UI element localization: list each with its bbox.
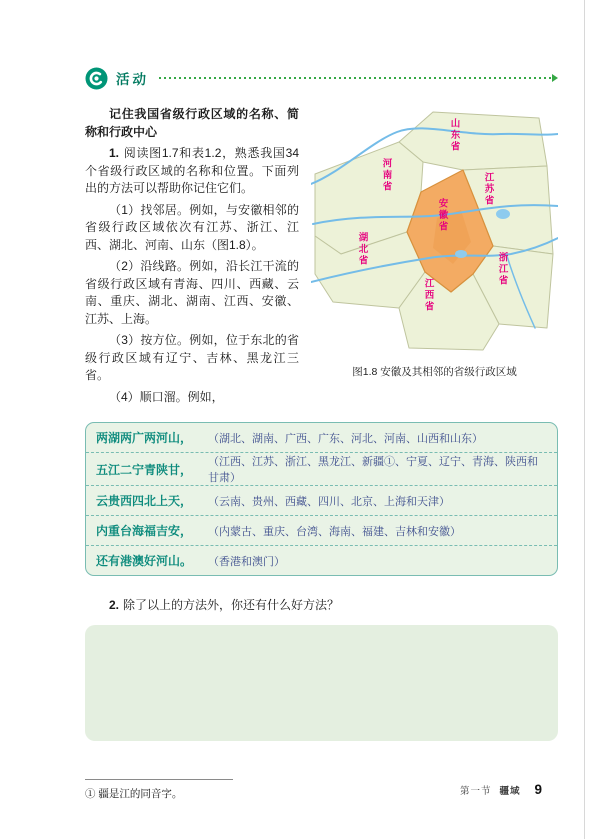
table-row xyxy=(86,545,557,575)
activity-icon xyxy=(85,67,108,90)
activity-header xyxy=(85,66,558,90)
paragraph-question2 xyxy=(85,596,558,613)
provinces-cell: （云南、贵州、西藏、四川、北京、上海和天津） xyxy=(208,495,450,508)
map-label-jiangsu: 江苏省 xyxy=(482,172,494,207)
map-label-anhui: 安徽省 xyxy=(436,198,448,233)
anhui-map xyxy=(311,106,558,356)
footer-section-label: 第一节 xyxy=(459,786,492,797)
paragraph-method-routes: （2）沿线路。例如，沿长江干流的省级行政区域有青海、四川、西藏、云南、重庆、湖北、湖南、江西、安徽、江苏、上海。 xyxy=(85,259,299,326)
columns xyxy=(85,106,558,410)
rhyme-table xyxy=(85,422,558,576)
table-row xyxy=(86,423,557,452)
section-heading: 记住我国省级行政区域的名称、简称和行政中心 xyxy=(85,107,299,139)
lake-hongze xyxy=(496,209,510,219)
provinces-cell: （湖北、湖南、广西、广东、河北、河南、山西和山东） xyxy=(208,432,483,445)
page-footer xyxy=(460,782,542,797)
map-label-zhejiang: 浙江省 xyxy=(496,252,508,287)
arrow-icon xyxy=(552,74,558,82)
provinces-cell: （江西、江苏、浙江、黑龙江、新疆①、宁夏、辽宁、青海、陕西和甘肃） xyxy=(208,456,538,484)
footer-chapter-title: 疆域 xyxy=(499,786,521,797)
lake-chaohu xyxy=(455,250,467,258)
dotted-divider xyxy=(159,77,552,79)
map-svg xyxy=(311,106,558,356)
activity-label: 活动 xyxy=(116,72,149,87)
mnemonic-cell: 还有港澳好河山。 xyxy=(96,554,193,568)
paragraph-method-neighbors: （1）找邻居。例如，与安徽相邻的省级行政区域依次有江苏、浙江、江西、湖北、河南、山东（图1.8）。 xyxy=(85,202,299,252)
mnemonic-cell: 云贵西四北上天， xyxy=(96,494,193,508)
mnemonic-cell: 五江二宁青陕甘， xyxy=(96,462,193,477)
mnemonic-cell: 内重台海福吉安， xyxy=(96,524,193,538)
page-number: 9 xyxy=(534,782,542,797)
text-column xyxy=(85,106,299,410)
map-label-jiangxi: 江西省 xyxy=(422,278,434,313)
footnote-divider xyxy=(85,779,233,780)
map-caption: 图1.8 安徽及其相邻的省级行政区域 xyxy=(352,366,517,378)
question2-text: 除了以上的方法外，你还有什么好方法？ xyxy=(123,598,340,612)
provinces-cell: （香港和澳门） xyxy=(208,555,285,568)
step1-number: 1. xyxy=(109,146,120,160)
provinces-cell: （内蒙古、重庆、台湾、海南、福建、吉林和安徽） xyxy=(208,525,461,538)
paragraph-method-rhyme: （4）顺口溜。例如， xyxy=(109,389,224,404)
table-row xyxy=(86,515,557,545)
table-row xyxy=(86,452,557,485)
answer-box xyxy=(85,625,558,741)
map-label-shandong: 山东省 xyxy=(448,118,460,153)
paragraph-step1 xyxy=(85,145,299,198)
map-figure xyxy=(311,106,558,410)
question2-number: 2. xyxy=(109,598,120,612)
paragraph-method-directions: （3）按方位。例如，位于东北的省级行政区域有辽宁、吉林、黑龙江三省。 xyxy=(85,333,299,382)
step1-text: 阅读图1.7和表1.2，熟悉我国34个省级行政区域的名称和位置。下面列出的方法可以帮助你记住它们。 xyxy=(85,146,299,195)
footnote-text: ① 疆是江的同音字。 xyxy=(85,788,183,800)
mnemonic-cell: 两湖两广两河山， xyxy=(96,431,193,445)
table-row xyxy=(86,485,557,515)
page-edge-line xyxy=(584,0,585,839)
map-label-hubei: 湖北省 xyxy=(356,232,368,267)
map-label-henan: 河南省 xyxy=(380,158,392,193)
